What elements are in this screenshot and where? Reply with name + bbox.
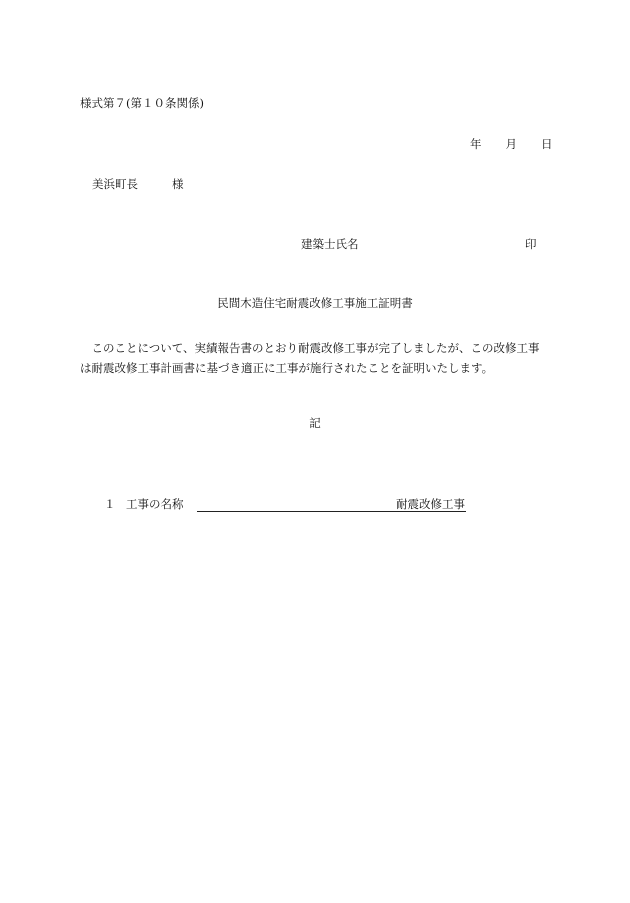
document-title: 民間木造住宅耐震改修工事施工証明書 xyxy=(217,296,413,310)
date-row xyxy=(470,139,553,151)
date-day-label: 日 xyxy=(541,137,553,151)
addressee-honorific: 様 xyxy=(172,177,184,191)
seal-mark: 印 xyxy=(525,237,537,251)
item-label: 工事の名称 xyxy=(126,497,184,511)
item-value: 耐震改修工事 xyxy=(396,497,465,511)
addressee xyxy=(92,179,184,191)
addressee-name: 美浜町長 xyxy=(92,177,138,191)
item-number: １ xyxy=(104,497,116,511)
date-year-label: 年 xyxy=(470,137,482,151)
architect-name-label: 建築士氏名 xyxy=(301,237,359,251)
form-number: 様式第７(第１０条関係) xyxy=(80,96,204,110)
body-line-2: は耐震改修工事計画書に基づき適正に工事が施行されたことを証明いたします。 xyxy=(80,361,494,375)
ki-heading: 記 xyxy=(309,416,321,430)
item-underline xyxy=(197,511,466,512)
certification-body xyxy=(80,338,560,378)
body-line-1: このことについて、実績報告書のとおり耐震改修工事が完了しましたが、この改修工事 xyxy=(91,341,540,355)
date-month-label: 月 xyxy=(505,137,517,151)
